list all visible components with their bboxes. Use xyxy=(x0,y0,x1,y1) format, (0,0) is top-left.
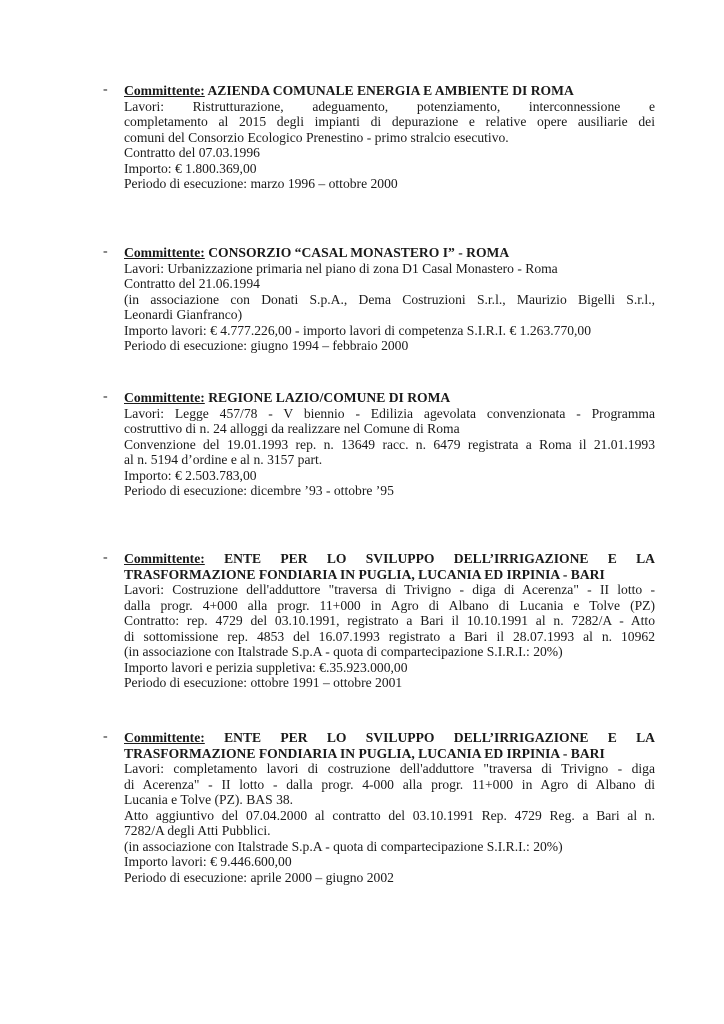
list-bullet: - xyxy=(103,729,108,744)
entry-line: Periodo di esecuzione: giugno 1994 – febbraio 2000 xyxy=(124,338,409,353)
work-entry xyxy=(0,551,724,691)
entry-line: (in associazione con Italstrade S.p.A - quota di compartecipazione S.I.R.I.: 20%) xyxy=(124,644,563,659)
entry-line: Importo lavori e perizia suppletiva: €.35.923.000,00 xyxy=(124,659,408,675)
entry-line: Convenzione del 19.01.1993 rep. n. 13649 racc. n. 6479 registrata a Roma il 21.01.1993 xyxy=(124,436,655,452)
entry-heading xyxy=(124,551,655,582)
entry-line: Periodo di esecuzione: marzo 1996 – ottobre 2000 xyxy=(124,176,398,191)
entry-line: (in associazione con Italstrade S.p.A - quota di compartecipazione S.I.R.I.: 20%) xyxy=(124,838,563,854)
client-label: Committente: xyxy=(124,245,205,260)
entry-line: comuni del Consorzio Ecologico Prenestino - primo stralcio esecutivo. xyxy=(124,129,509,145)
client-label: Committente: xyxy=(124,83,205,98)
entry-line: completamento al 2015 degli impianti di depurazione e relative opere ausiliarie dei xyxy=(124,114,655,129)
entry-line: Lucania e Tolve (PZ). BAS 38. xyxy=(124,792,294,807)
work-entry xyxy=(0,390,724,499)
entry-heading xyxy=(124,245,655,261)
entry-line: Atto aggiuntivo del 07.04.2000 al contratto del 03.10.1991 Rep. 4729 Reg. a Bari al n. xyxy=(124,807,655,823)
entry-line: Lavori: completamento lavori di costruzione dell'adduttore "traversa di Trivigno - diga xyxy=(124,761,655,776)
entry-line: Importo lavori: € 4.777.226,00 - importo lavori di competenza S.I.R.I. € 1.263.770,00 xyxy=(124,322,592,338)
client-name-continued: TRASFORMAZIONE FONDIARIA IN PUGLIA, LUCANIA ED IRPINIA - BARI xyxy=(124,745,605,761)
entry-line: al n. 5194 d’ordine e al n. 3157 part. xyxy=(124,452,323,467)
entry-heading xyxy=(124,730,655,761)
client-name: ENTE PER LO SVILUPPO DELL’IRRIGAZIONE E LA xyxy=(224,551,655,566)
client-label: Committente: xyxy=(124,390,205,405)
entry-line: Lavori: Urbanizzazione primaria nel piano di zona D1 Casal Monastero - Roma xyxy=(124,260,558,276)
entry-line: Periodo di esecuzione: aprile 2000 – giugno 2002 xyxy=(124,869,394,885)
entry-line: Periodo di esecuzione: ottobre 1991 – ottobre 2001 xyxy=(124,675,403,690)
client-name: AZIENDA COMUNALE ENERGIA E AMBIENTE DI ROMA xyxy=(207,83,574,98)
entry-line: Lavori: Costruzione dell'adduttore "traversa di Trivigno - diga di Acerenza" - II lotto - xyxy=(124,582,655,597)
list-bullet: - xyxy=(103,389,108,404)
entry-line: (in associazione con Donati S.p.A., Dema Costruzioni S.r.l., Maurizio Bigelli S.r.l., xyxy=(124,291,655,307)
client-name: CONSORZIO “CASAL MONASTERO I” - ROMA xyxy=(208,245,510,260)
entry-line: Lavori: Legge 457/78 - V biennio - Edilizia agevolata convenzionata - Programma xyxy=(124,405,655,421)
client-heading-line xyxy=(124,551,655,567)
client-label: Committente: xyxy=(124,730,205,745)
entry-line: 7282/A degli Atti Pubblici. xyxy=(124,823,271,838)
entry-heading xyxy=(124,83,655,99)
list-bullet: - xyxy=(103,550,108,565)
work-entry xyxy=(0,730,724,885)
entry-heading xyxy=(124,390,655,406)
entry-line: Importo lavori: € 9.446.600,00 xyxy=(124,854,292,869)
client-heading-line xyxy=(124,730,655,746)
work-entry xyxy=(0,245,724,354)
entry-line: di sottomissione rep. 4853 del 16.07.1993 registrato a Bari il 28.07.1993 al n. 10962 xyxy=(124,628,655,644)
entry-line: Contratto del 21.06.1994 xyxy=(124,276,260,291)
entry-line: costruttivo di n. 24 alloggi da realizzare nel Comune di Roma xyxy=(124,421,460,436)
entry-line: Periodo di esecuzione: dicembre ’93 - ottobre ’95 xyxy=(124,483,394,498)
entry-line: Importo: € 2.503.783,00 xyxy=(124,467,257,483)
entry-line: Contratto: rep. 4729 del 03.10.1991, registrato a Bari il 10.10.1991 al n. 7282/A - Atto xyxy=(124,613,655,628)
entry-line: Importo: € 1.800.369,00 xyxy=(124,160,257,176)
list-bullet: - xyxy=(103,244,108,259)
entry-line: Leonardi Gianfranco) xyxy=(124,307,243,322)
client-name: REGIONE LAZIO/COMUNE DI ROMA xyxy=(208,390,451,405)
entry-line: Contratto del 07.03.1996 xyxy=(124,145,260,160)
list-bullet: - xyxy=(103,82,108,97)
entry-line: dalla progr. 4+000 alla progr. 11+000 in Agro di Albano di Lucania e Tolve (PZ) xyxy=(124,597,655,613)
entry-line: di Acerenza" - II lotto - dalla progr. 4-000 alla progr. 11+000 in Agro di Albano di xyxy=(124,776,655,792)
entry-line: Lavori: Ristrutturazione, adeguamento, potenziamento, interconnessione e xyxy=(124,98,655,114)
client-name: ENTE PER LO SVILUPPO DELL’IRRIGAZIONE E LA xyxy=(224,730,655,745)
client-name-continued: TRASFORMAZIONE FONDIARIA IN PUGLIA, LUCANIA ED IRPINIA - BARI xyxy=(124,566,605,582)
client-label: Committente: xyxy=(124,551,205,566)
work-entry xyxy=(0,83,724,192)
